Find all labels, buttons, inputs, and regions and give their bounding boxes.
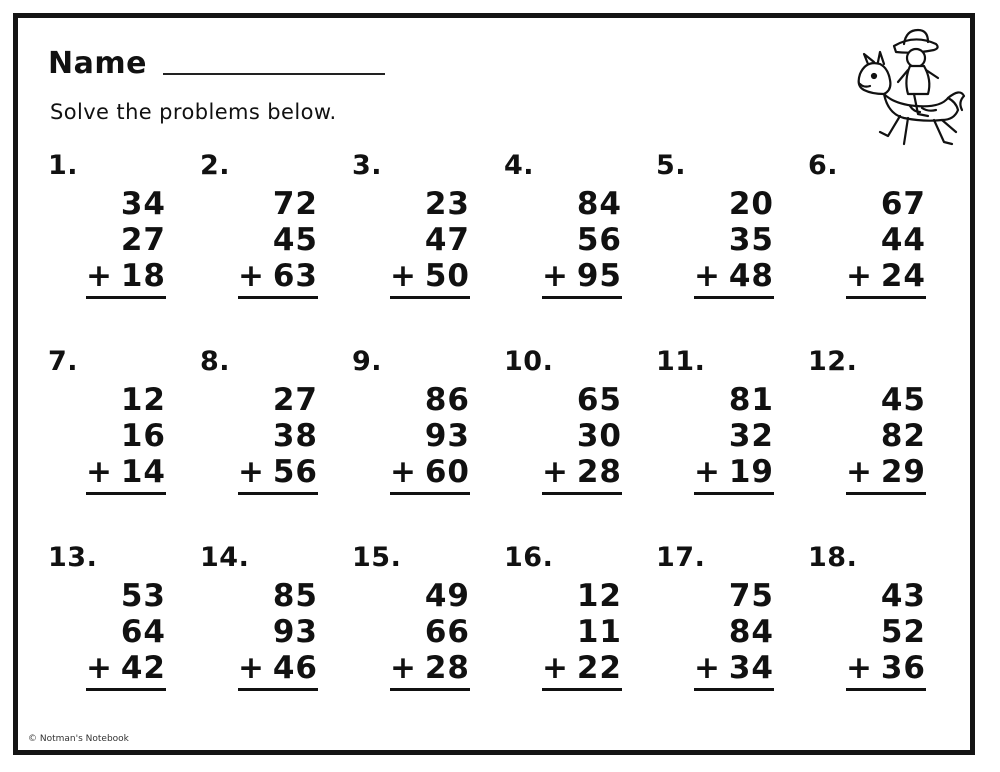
addend-3: 19 — [728, 454, 774, 490]
plus-sign: + — [390, 650, 417, 686]
addend-stack — [694, 382, 774, 490]
addend-1: 67 — [880, 186, 926, 222]
problem-3 — [352, 150, 504, 346]
addend-3-row — [86, 650, 166, 686]
addend-stack — [86, 578, 166, 686]
addend-stack — [390, 578, 470, 686]
answer-line[interactable] — [390, 492, 470, 495]
answer-line[interactable] — [694, 492, 774, 495]
answer-line[interactable] — [86, 492, 166, 495]
problem-grid — [48, 150, 948, 720]
addend-1: 65 — [576, 382, 622, 418]
addend-3-row — [694, 454, 774, 490]
addend-3: 18 — [120, 258, 166, 294]
problem-18 — [808, 542, 960, 738]
addend-1: 53 — [120, 578, 166, 614]
answer-line[interactable] — [86, 688, 166, 691]
addend-3: 48 — [728, 258, 774, 294]
addend-1: 75 — [728, 578, 774, 614]
name-row — [48, 46, 385, 81]
addend-1: 86 — [424, 382, 470, 418]
addend-3-row — [238, 454, 318, 490]
problem-number: 4. — [504, 150, 535, 181]
addend-3-row — [846, 454, 926, 490]
addend-2: 93 — [272, 614, 318, 650]
addend-1: 84 — [576, 186, 622, 222]
problem-number: 17. — [656, 542, 706, 573]
addend-3: 34 — [728, 650, 774, 686]
problem-15 — [352, 542, 504, 738]
plus-sign: + — [542, 454, 569, 490]
addend-1: 81 — [728, 382, 774, 418]
worksheet-page — [13, 13, 975, 755]
name-write-line[interactable] — [163, 73, 385, 75]
addend-2: 11 — [576, 614, 622, 650]
addend-1: 34 — [120, 186, 166, 222]
addend-3: 56 — [272, 454, 318, 490]
problem-11 — [656, 346, 808, 542]
problem-4 — [504, 150, 656, 346]
answer-line[interactable] — [390, 688, 470, 691]
answer-line[interactable] — [846, 296, 926, 299]
addend-1: 12 — [120, 382, 166, 418]
plus-sign: + — [694, 454, 721, 490]
addend-1: 43 — [880, 578, 926, 614]
addend-stack — [390, 186, 470, 294]
problem-5 — [656, 150, 808, 346]
addend-2: 64 — [120, 614, 166, 650]
plus-sign: + — [694, 258, 721, 294]
problem-number: 12. — [808, 346, 858, 377]
addend-3-row — [694, 258, 774, 294]
addend-3: 24 — [880, 258, 926, 294]
answer-line[interactable] — [542, 688, 622, 691]
problem-7 — [48, 346, 200, 542]
addend-2: 84 — [728, 614, 774, 650]
problem-number: 9. — [352, 346, 383, 377]
addend-2: 44 — [880, 222, 926, 258]
addend-1: 49 — [424, 578, 470, 614]
plus-sign: + — [86, 258, 113, 294]
plus-sign: + — [238, 454, 265, 490]
addend-stack — [542, 382, 622, 490]
plus-sign: + — [694, 650, 721, 686]
addend-3-row — [238, 650, 318, 686]
addend-3-row — [542, 650, 622, 686]
answer-line[interactable] — [238, 492, 318, 495]
addend-2: 56 — [576, 222, 622, 258]
addend-3: 22 — [576, 650, 622, 686]
addend-stack — [86, 382, 166, 490]
problem-number: 13. — [48, 542, 98, 573]
problem-17 — [656, 542, 808, 738]
problem-number: 10. — [504, 346, 554, 377]
addend-2: 38 — [272, 418, 318, 454]
addend-3: 28 — [576, 454, 622, 490]
addend-1: 20 — [728, 186, 774, 222]
addend-3: 14 — [120, 454, 166, 490]
addend-3-row — [542, 454, 622, 490]
plus-sign: + — [238, 258, 265, 294]
problem-number: 5. — [656, 150, 687, 181]
problem-number: 6. — [808, 150, 839, 181]
addend-2: 30 — [576, 418, 622, 454]
answer-line[interactable] — [542, 296, 622, 299]
addend-3: 29 — [880, 454, 926, 490]
addend-3-row — [238, 258, 318, 294]
addend-3: 46 — [272, 650, 318, 686]
addend-3-row — [694, 650, 774, 686]
plus-sign: + — [390, 258, 417, 294]
plus-sign: + — [86, 454, 113, 490]
name-label: Name — [48, 46, 147, 81]
plus-sign: + — [390, 454, 417, 490]
copyright-credit: © Notman's Notebook — [28, 734, 129, 744]
addend-3: 50 — [424, 258, 470, 294]
answer-line[interactable] — [846, 492, 926, 495]
addend-3-row — [390, 650, 470, 686]
addend-1: 45 — [880, 382, 926, 418]
addend-3-row — [86, 258, 166, 294]
addend-2: 66 — [424, 614, 470, 650]
plus-sign: + — [542, 258, 569, 294]
addend-3-row — [542, 258, 622, 294]
problem-8 — [200, 346, 352, 542]
addend-stack — [846, 186, 926, 294]
plus-sign: + — [542, 650, 569, 686]
problem-1 — [48, 150, 200, 346]
addend-3-row — [846, 258, 926, 294]
plus-sign: + — [846, 258, 873, 294]
problem-number: 18. — [808, 542, 858, 573]
addend-3: 42 — [120, 650, 166, 686]
addend-1: 72 — [272, 186, 318, 222]
problem-6 — [808, 150, 960, 346]
problem-12 — [808, 346, 960, 542]
addend-2: 35 — [728, 222, 774, 258]
problem-9 — [352, 346, 504, 542]
addend-1: 23 — [424, 186, 470, 222]
addend-stack — [694, 186, 774, 294]
addend-stack — [86, 186, 166, 294]
addend-2: 16 — [120, 418, 166, 454]
problem-13 — [48, 542, 200, 738]
addend-2: 47 — [424, 222, 470, 258]
addend-3: 28 — [424, 650, 470, 686]
addend-stack — [846, 382, 926, 490]
addend-3-row — [390, 454, 470, 490]
addend-3: 63 — [272, 258, 318, 294]
problem-number: 11. — [656, 346, 706, 377]
plus-sign: + — [846, 454, 873, 490]
addend-stack — [542, 186, 622, 294]
addend-3-row — [390, 258, 470, 294]
addend-stack — [694, 578, 774, 686]
problem-16 — [504, 542, 656, 738]
answer-line[interactable] — [694, 688, 774, 691]
answer-line[interactable] — [694, 296, 774, 299]
addend-2: 27 — [120, 222, 166, 258]
addend-stack — [542, 578, 622, 686]
answer-line[interactable] — [238, 296, 318, 299]
addend-stack — [846, 578, 926, 686]
answer-line[interactable] — [542, 492, 622, 495]
problem-number: 16. — [504, 542, 554, 573]
plus-sign: + — [86, 650, 113, 686]
answer-line[interactable] — [846, 688, 926, 691]
problem-number: 2. — [200, 150, 231, 181]
addend-2: 82 — [880, 418, 926, 454]
problem-14 — [200, 542, 352, 738]
addend-3-row — [86, 454, 166, 490]
problem-number: 14. — [200, 542, 250, 573]
addend-3: 60 — [424, 454, 470, 490]
addend-1: 27 — [272, 382, 318, 418]
addend-2: 52 — [880, 614, 926, 650]
cowboy-on-horse-icon — [844, 24, 966, 152]
addend-2: 93 — [424, 418, 470, 454]
addend-3: 95 — [576, 258, 622, 294]
problem-2 — [200, 150, 352, 346]
plus-sign: + — [238, 650, 265, 686]
addend-stack — [238, 382, 318, 490]
addend-stack — [238, 186, 318, 294]
problem-number: 7. — [48, 346, 79, 377]
addend-stack — [238, 578, 318, 686]
instructions-text: Solve the problems below. — [50, 100, 337, 124]
addend-2: 32 — [728, 418, 774, 454]
problem-number: 8. — [200, 346, 231, 377]
answer-line[interactable] — [238, 688, 318, 691]
problem-number: 15. — [352, 542, 402, 573]
answer-line[interactable] — [390, 296, 470, 299]
addend-2: 45 — [272, 222, 318, 258]
addend-1: 12 — [576, 578, 622, 614]
addend-stack — [390, 382, 470, 490]
plus-sign: + — [846, 650, 873, 686]
addend-1: 85 — [272, 578, 318, 614]
answer-line[interactable] — [86, 296, 166, 299]
problem-number: 3. — [352, 150, 383, 181]
addend-3: 36 — [880, 650, 926, 686]
problem-number: 1. — [48, 150, 79, 181]
problem-10 — [504, 346, 656, 542]
addend-3-row — [846, 650, 926, 686]
